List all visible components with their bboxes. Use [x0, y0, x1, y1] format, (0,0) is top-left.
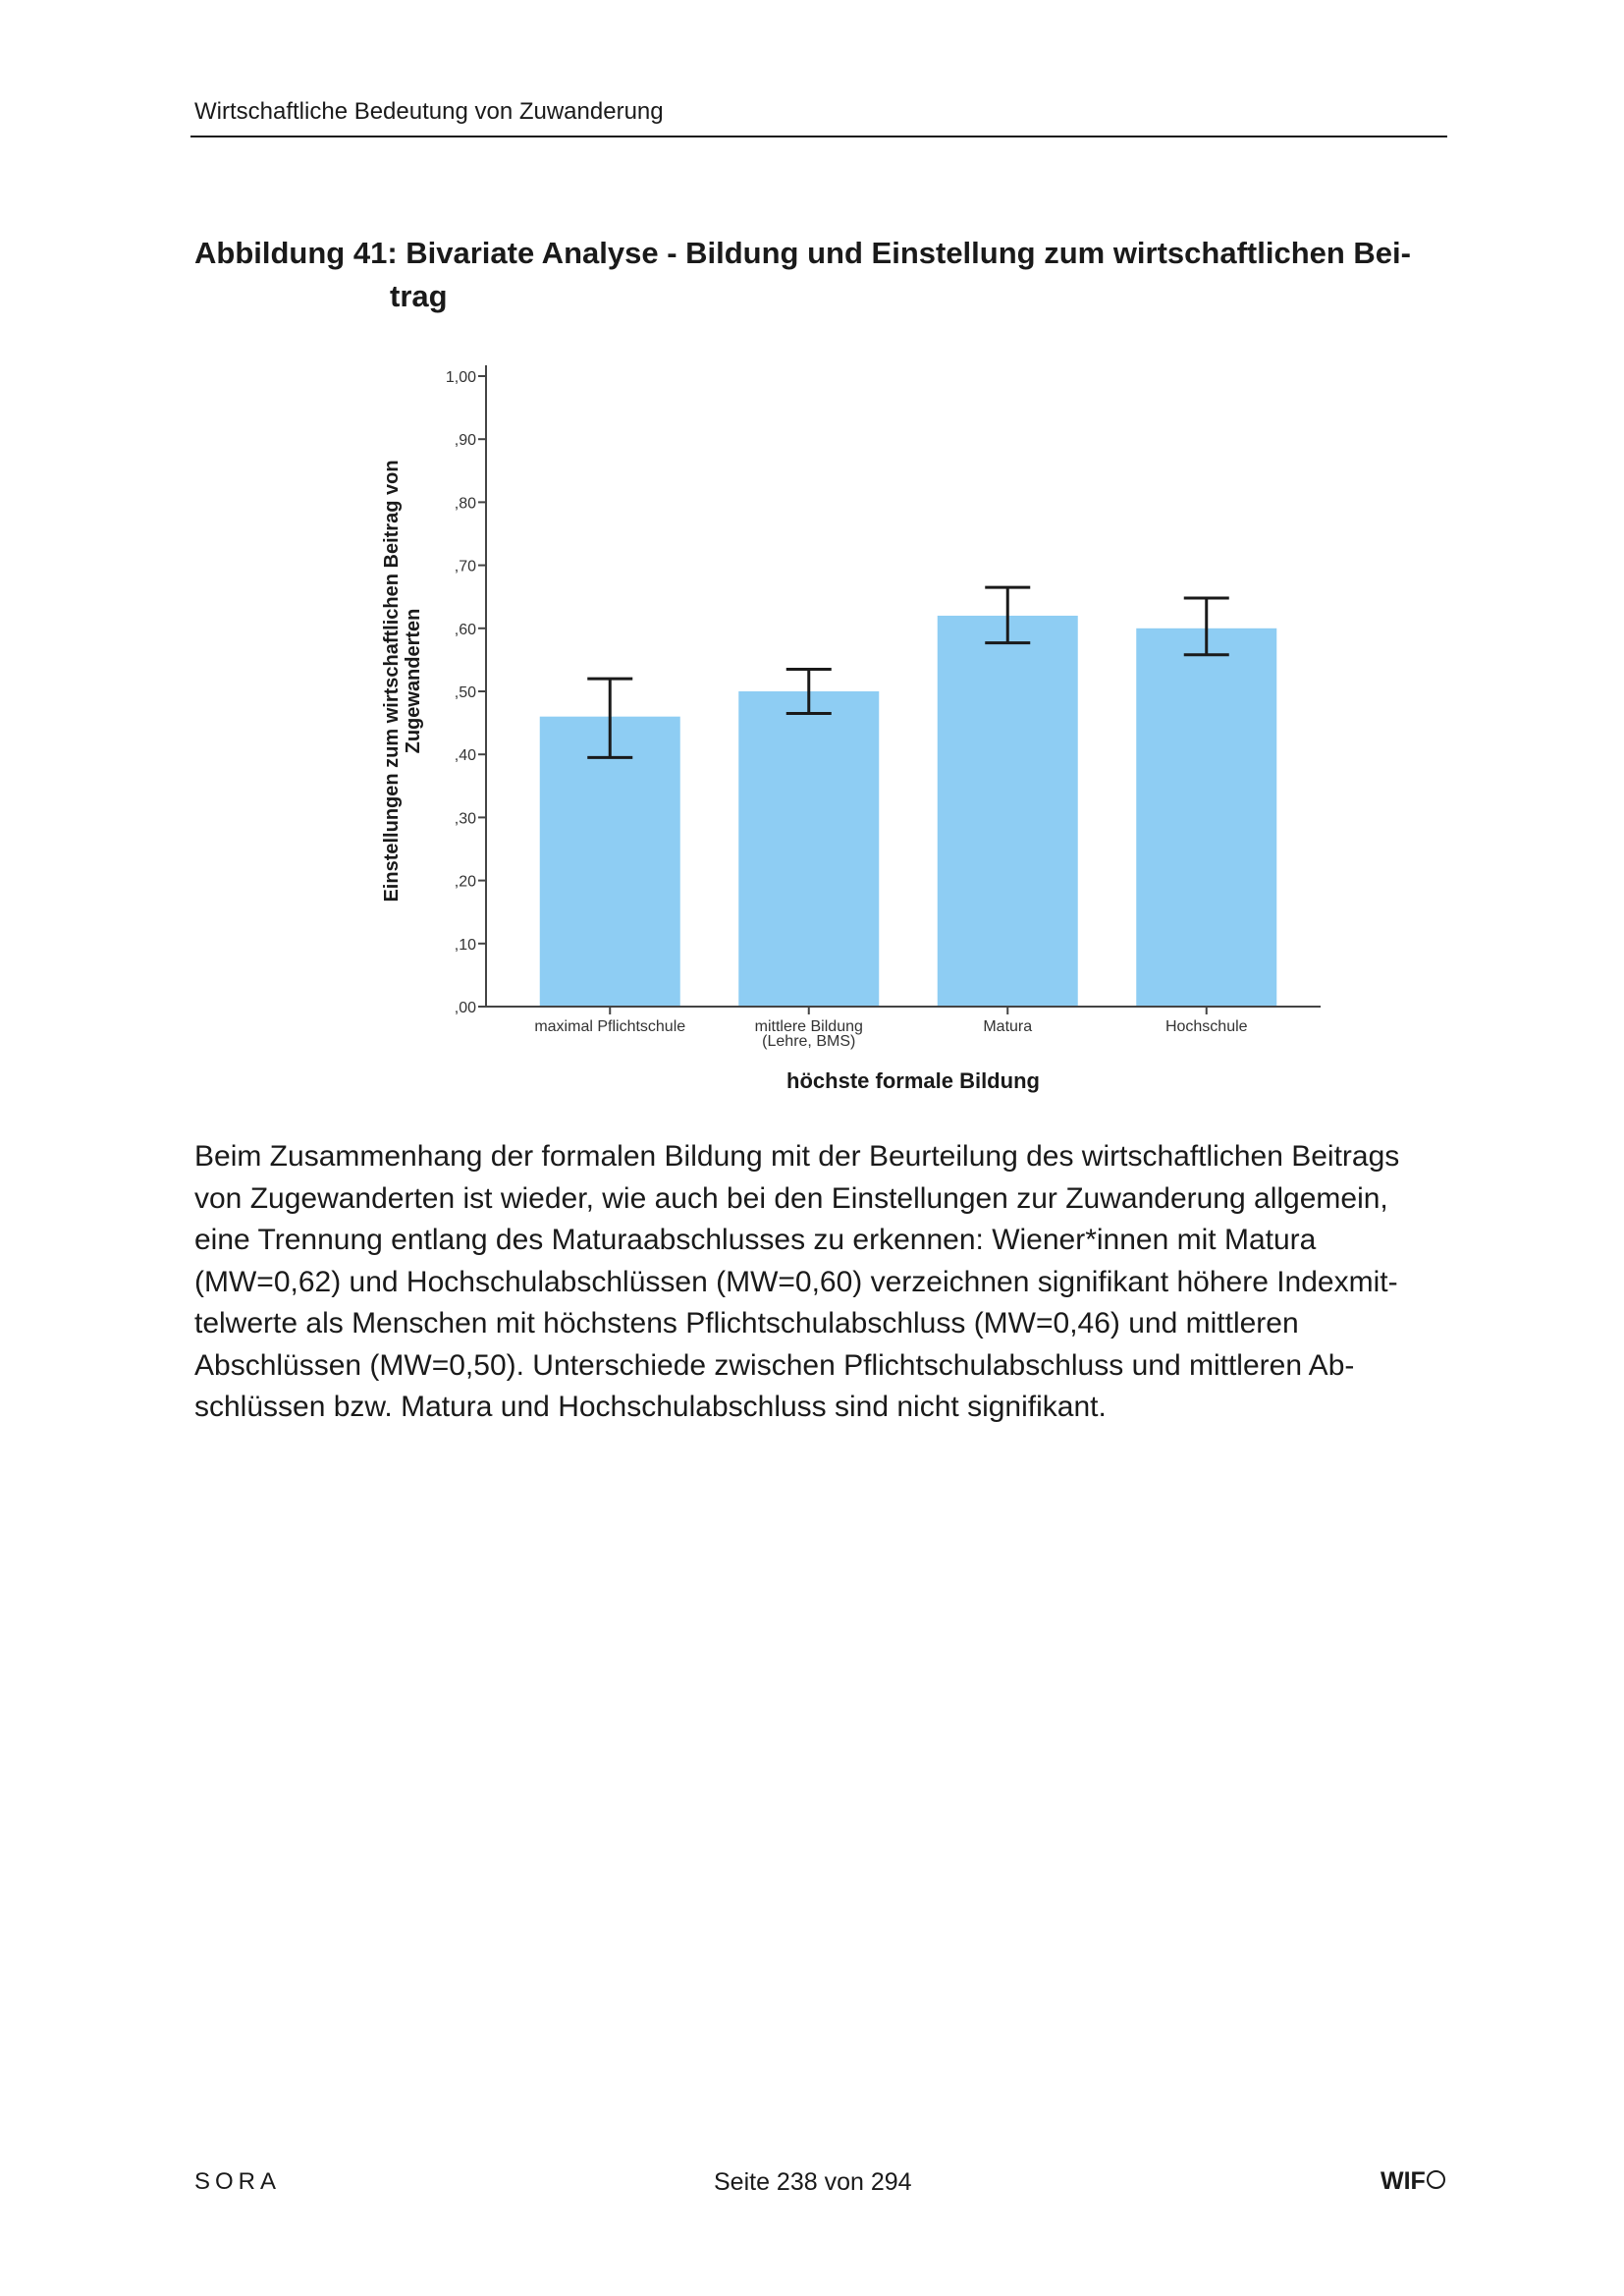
- x-tick-label: maximal Pflichtschule: [534, 1018, 686, 1035]
- wifo-logo: [1380, 2167, 1445, 2196]
- body-line: schlüssen bzw. Matura und Hochschulabschluss sind nicht signifikant.: [194, 1391, 1107, 1423]
- bar: [738, 691, 879, 1007]
- bar: [1136, 629, 1276, 1007]
- bar-chart: [363, 334, 1326, 1110]
- body-line: Abschlüssen (MW=0,50). Unterschiede zwischen Pflichtschulabschluss und mittleren Ab-: [194, 1348, 1355, 1382]
- y-tick-label: ,60: [454, 621, 476, 638]
- wifo-logo-text: WIF: [1380, 2167, 1426, 2195]
- header-rule: [190, 136, 1447, 137]
- bar: [540, 717, 680, 1007]
- y-axis-ticks: [446, 369, 486, 1016]
- x-axis-title: höchste formale Bildung: [786, 1068, 1040, 1093]
- x-tick-label: (Lehre, BMS): [762, 1033, 856, 1050]
- body-line: Beim Zusammenhang der formalen Bildung mit der Beurteilung des wirtschaftlichen Beitrags: [194, 1140, 1400, 1173]
- y-tick-label: ,00: [454, 1000, 476, 1016]
- y-tick-label: ,10: [454, 936, 476, 954]
- x-tick-label: mittlere Bildung: [754, 1018, 863, 1035]
- body-paragraph: [194, 1136, 1461, 1429]
- wifo-logo-circle: [1427, 2170, 1445, 2189]
- caption-line-1: Abbildung 41: Bivariate Analyse - Bildung und Einstellung zum wirtschaftlichen Bei-: [194, 236, 1411, 270]
- body-line: (MW=0,62) und Hochschulabschlüssen (MW=0,60) verzeichnen signifikant höhere Indexmit-: [194, 1265, 1398, 1298]
- page-number: Seite 238 von 294: [714, 2168, 912, 2196]
- y-tick-label: ,70: [454, 558, 476, 575]
- body-line: eine Trennung entlang des Maturaabschlusses zu erkennen: Wiener*innen mit Matura: [194, 1224, 1317, 1256]
- y-axis-title: [381, 460, 424, 902]
- x-tick-label: Hochschule: [1164, 1018, 1248, 1035]
- y-tick-label: ,50: [454, 684, 476, 701]
- y-tick-label: ,80: [454, 495, 476, 513]
- y-axis-title-line: Zugewanderten: [403, 608, 424, 754]
- running-header: Wirtschaftliche Bedeutung von Zuwanderung: [194, 98, 664, 125]
- error-bars: [587, 587, 1229, 757]
- y-tick-label: ,30: [454, 810, 476, 828]
- bar: [938, 616, 1078, 1007]
- bars: [540, 616, 1277, 1007]
- y-axis-title-line: Einstellungen zum wirtschaftlichen Beitrag von: [381, 460, 403, 902]
- y-tick-label: ,40: [454, 747, 476, 765]
- y-tick-label: 1,00: [445, 369, 476, 386]
- y-tick-label: ,20: [454, 873, 476, 891]
- y-tick-label: ,90: [454, 432, 476, 450]
- x-tick-label: Matura: [983, 1018, 1033, 1035]
- body-line: von Zugewanderten ist wieder, wie auch bei den Einstellungen zur Zuwanderung allgemein,: [194, 1181, 1388, 1215]
- figure-caption: [194, 232, 1411, 318]
- footer-org: SORA: [194, 2168, 282, 2195]
- body-line: telwerte als Menschen mit höchstens Pflichtschulabschluss (MW=0,46) und mittleren: [194, 1307, 1299, 1339]
- x-axis-labels: [534, 1007, 1247, 1050]
- caption-line-2: trag: [390, 279, 448, 313]
